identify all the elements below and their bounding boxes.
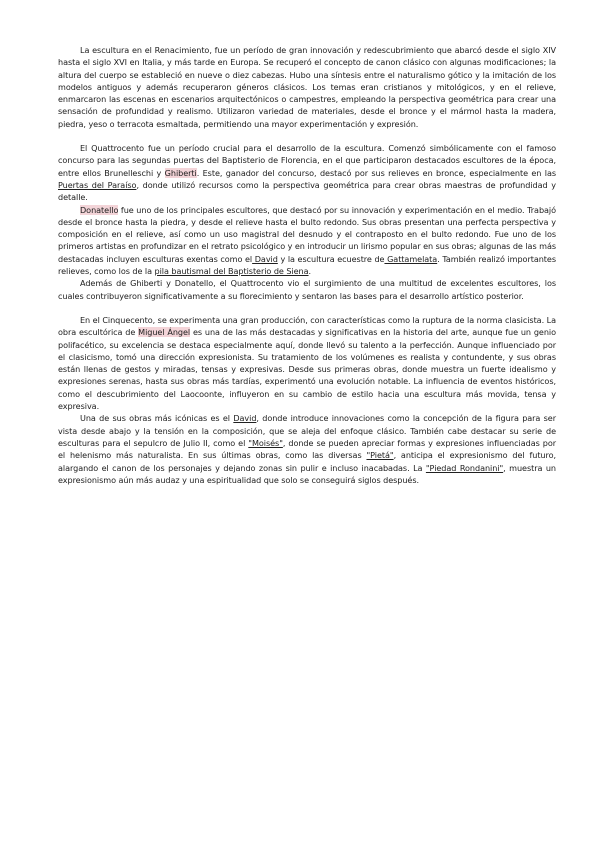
paragraph-text: , anticipa el expresionismo del futuro, alargando el canon de los personajes y dejando zonas sin pulir e incluso inacabadas. La [58,450,556,473]
paragraph-text: y la escultura ecuestre de [277,253,385,264]
link-piedad-rondanini[interactable]: "Piedad Rondanini" [425,462,504,473]
paragraph-text: . [308,266,312,277]
paragraph-obras-miguel-angel [58,412,556,486]
paragraph-renacimiento-intro [58,44,556,130]
paragraph-text: . También realizó importantes relieves, como los de la [58,253,556,277]
highlight-miguel-angel: Miguel Ángel [138,327,191,338]
link-puertas-del-paraiso[interactable]: Puertas del Paraíso [58,179,137,190]
link-david-donatello[interactable]: David [252,253,278,264]
link-pieta[interactable]: "Pietá" [366,450,394,461]
paragraph-text: , donde introduce innovaciones como la concepción de la figura para ser vista desde abajo y la tensión en la composición, que se aleja del enfoque clásico. También cabe destacar su serie de esculturas para el sepulcro de Julio II, como el [58,413,556,448]
link-pila-bautismal-siena[interactable]: pila bautismal del Baptisterio de Siena [154,266,309,277]
paragraph-text: En el Cinquecento, se experimenta una gran producción, con características como la ruptura de la norma clasicista. La obra escultórica de [58,314,556,338]
paragraph-text: La escultura en el Renacimiento, fue un período de gran innovación y redescubrimiento que abarcó desde el siglo XIV hasta el siglo XVI en Italia, y más tarde en Europa. Se recuperó el concepto de canon clásico con algunas modificaciones; la altura del cuerpo se estableció en nueve o diez cabezas. Hubo una síntesis entre el naturalismo gótico y la imitación de los modelos antiguos y además recuperaron géneros clásicos. Los temas eran cristianos y mitológicos, y en el relieve, enmarcaron las escenas en escenarios arquitectónicos o campestres, empleando la perspectiva geométrica para crear una sensación de profundidad y realismo. Utilizaron variedad de materiales, desde el bronce y el mármol hasta la madera, piedra, yeso o terracota esmaltada, permitiendo una mayor experimentación y expresión. [58,45,556,129]
paragraph-cinquecento [58,314,556,412]
link-david-miguel-angel[interactable]: David [233,413,257,424]
paragraph-gap [58,130,556,142]
highlight-donatello: Donatello [80,204,119,215]
highlight-ghiberti: Ghiberti [164,167,197,178]
paragraph-text: , muestra un expresionismo aún más audaz y una espiritualidad que solo se conseguirá siglos después. [58,462,556,485]
document-body [58,44,556,486]
paragraph-text: , donde utilizó recursos como la perspectiva geométrica para crear obras maestras de profundidad y detalle. [58,179,556,203]
paragraph-text: Además de Ghiberti y Donatello, el Quattrocento vio el surgimiento de una multitud de excelentes escultores, los cuales contribuyeron significativamente a su florecimiento y sentaron las bases para el desarrollo artístico posterior. [58,278,556,301]
paragraph-gap [58,302,556,314]
paragraph-donatello [58,204,556,278]
paragraph-otros-escultores [58,277,556,302]
paragraph-text: fue uno de los principales escultores, que destacó por su innovación y experimentación en el medio. Trabajó desde el bronce hasta la piedra, y desde el relieve hasta el bulto redondo. Sus obras presentan una perfecta perspectiva y composición en el relieve, así como un uso magistral del desnudo y el contraposto en el bulto redondo. Fue uno de los primeros artistas en profundizar en el retrato psicológico y en introducir un lirismo popular en sus obras; algunas de las más destacadas incluyen esculturas exentas como el [58,204,556,264]
paragraph-quattrocento [58,142,556,203]
paragraph-text: El Quattrocento fue un período crucial para el desarrollo de la escultura. Comenzó simbólicamente con el famoso concurso para las segundas puertas del Baptisterio de Florencia, en el que participaron destacados escultores de la época, entre ellos Brunelleschi y [58,143,556,178]
link-gattamelata[interactable]: Gattamelata [384,253,438,264]
paragraph-text: Una de sus obras más icónicas es el [80,413,234,424]
paragraph-text: , donde se pueden apreciar formas y expresiones influenciadas por el helenismo más naturalista. En sus últimas obras, como las diversas [58,437,556,461]
link-moises[interactable]: "Moisés" [248,437,283,448]
paragraph-text: es una de las más destacadas y significativas en la historia del arte, aunque fue un genio polifacético, su excelencia se destaca especialmente aquí, donde llevó su talento a la perfección. Aunque influenciado por el clasicismo, tomó una dirección expresionista. Su tratamiento de los volúmenes es realista y contundente, y sus obras están llenas de gestos y miradas, tensas y expresivas. Desde sus primeras obras, donde muestra un fuerte idealismo y expresiones serenas, hasta sus obras más tardías, experimentó una evolución notable. La influencia de eventos históricos, como el descubrimiento del Laocoonte, influyeron en su cambio de estilo hacia una escultura más movida, tensa y expresiva. [58,327,556,412]
paragraph-text: . Este, ganador del concurso, destacó por sus relieves en bronce, especialmente en las [196,167,556,178]
